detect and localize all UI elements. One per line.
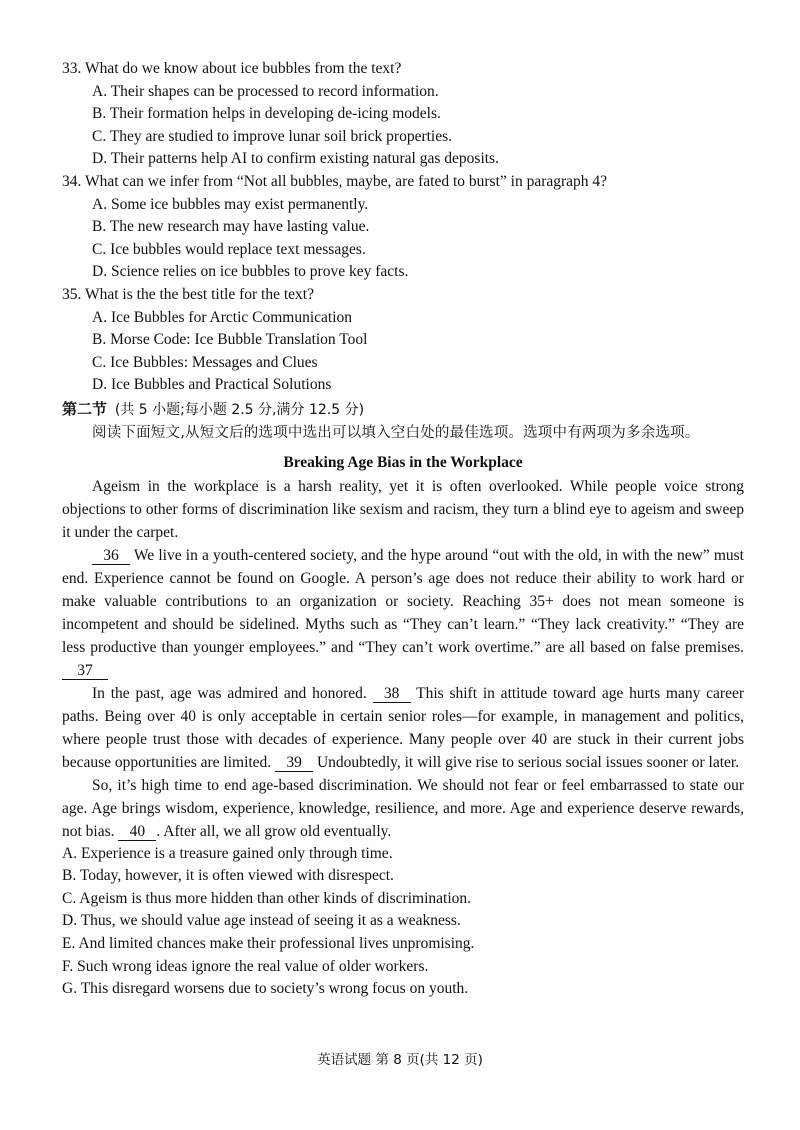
choice-e: E. And limited chances make their professional lives unpromising. <box>62 935 475 953</box>
option-a: A. Ice Bubbles for Arctic Communication <box>92 308 353 326</box>
paragraph-1: Ageism in the workplace is a harsh reality, yet it is often overlooked. While people voice strong objections to other forms of discrimination like sexism and racism, they turn a blind eye to ageism and sweep it under the carpet. <box>62 477 744 541</box>
option-b: B. The new research may have lasting value. <box>92 218 370 236</box>
question-stem: 35. What is the the best title for the text? <box>62 285 314 303</box>
option-d: D. Their patterns help AI to confirm existing natural gas deposits. <box>92 150 499 168</box>
blank-40[interactable]: 40 <box>118 824 156 841</box>
blank-36[interactable]: 36 <box>92 548 130 565</box>
page-footer: 英语试题 第 8 页(共 12 页) <box>317 1052 483 1068</box>
choice-d: D. Thus, we should value age instead of seeing it as a weakness. <box>62 912 461 930</box>
passage-title: Breaking Age Bias in the Workplace <box>283 454 523 472</box>
choice-list <box>62 843 744 1001</box>
section-heading: 第二节 (共 5 小题;每小题 2.5 分,满分 12.5 分) <box>62 399 365 418</box>
option-c: C. Ice bubbles would replace text messages. <box>92 240 366 258</box>
question-35 <box>62 284 744 397</box>
option-c: C. They are studied to improve lunar soil brick properties. <box>92 127 453 145</box>
option-b: B. Their formation helps in developing de-icing models. <box>92 105 441 123</box>
blank-38[interactable]: 38 <box>373 686 411 703</box>
option-d: D. Science relies on ice bubbles to prove key facts. <box>92 263 409 281</box>
question-stem: 34. What can we infer from “Not all bubbles, maybe, are fated to burst” in paragraph 4? <box>62 172 608 190</box>
blank-37[interactable]: 37 <box>62 663 108 680</box>
choice-f: F. Such wrong ideas ignore the real value of older workers. <box>62 957 429 975</box>
exam-page <box>62 58 744 1001</box>
question-33 <box>62 58 744 171</box>
choice-a: A. Experience is a treasure gained only through time. <box>62 844 393 862</box>
paragraph-3: In the past, age was admired and honored. 38 This shift in attitude toward age hurts many career paths. Being over 40 is only acceptable in certain senior roles—for example, in management and politics, where people trust those with decades of experience. Many people over 40 are stuck in their current jobs because opportunities are limited. 39 Undoubtedly, it will give rise to serious social issues sooner or later. <box>62 684 745 771</box>
paragraph-4: So, it’s high time to end age-based discrimination. We should not fear or feel embarrassed to state our age. Age brings wisdom, experience, knowledge, resilience, and more. Age and experience deserve rewards, not bias. 40 . After all, we all grow old eventually. <box>62 776 744 840</box>
blank-39[interactable]: 39 <box>275 755 313 772</box>
choice-b: B. Today, however, it is often viewed with disrespect. <box>62 867 394 885</box>
choice-c: C. Ageism is thus more hidden than other kinds of discrimination. <box>62 889 472 907</box>
option-d: D. Ice Bubbles and Practical Solutions <box>92 376 332 394</box>
question-stem: 33. What do we know about ice bubbles from the text? <box>62 60 402 77</box>
question-34 <box>62 171 744 284</box>
option-a: A. Their shapes can be processed to record information. <box>92 82 439 100</box>
option-c: C. Ice Bubbles: Messages and Clues <box>92 353 318 371</box>
option-b: B. Morse Code: Ice Bubble Translation Tool <box>92 331 368 349</box>
paragraph-2: 36 We live in a youth-centered society, and the hype around “out with the old, in with the new” must end. Experience cannot be found on Google. A person’s age does not reduce their ability to work hard or make valuable contributions to an organization or society. Reaching 35+ does not mean someone is incompetent and should be sidelined. Myths such as “They can’t learn.” “They lack creativity.” “They are less productive than younger employees.” and “They can’t work overtime.” are all based on false premises. 37 <box>62 546 744 679</box>
section-instruction: 阅读下面短文,从短文后的选项中选出可以填入空白处的最佳选项。选项中有两项为多余选项。 <box>92 424 700 441</box>
choice-g: G. This disregard worsens due to society’s wrong focus on youth. <box>62 980 469 998</box>
option-a: A. Some ice bubbles may exist permanently. <box>92 195 369 213</box>
